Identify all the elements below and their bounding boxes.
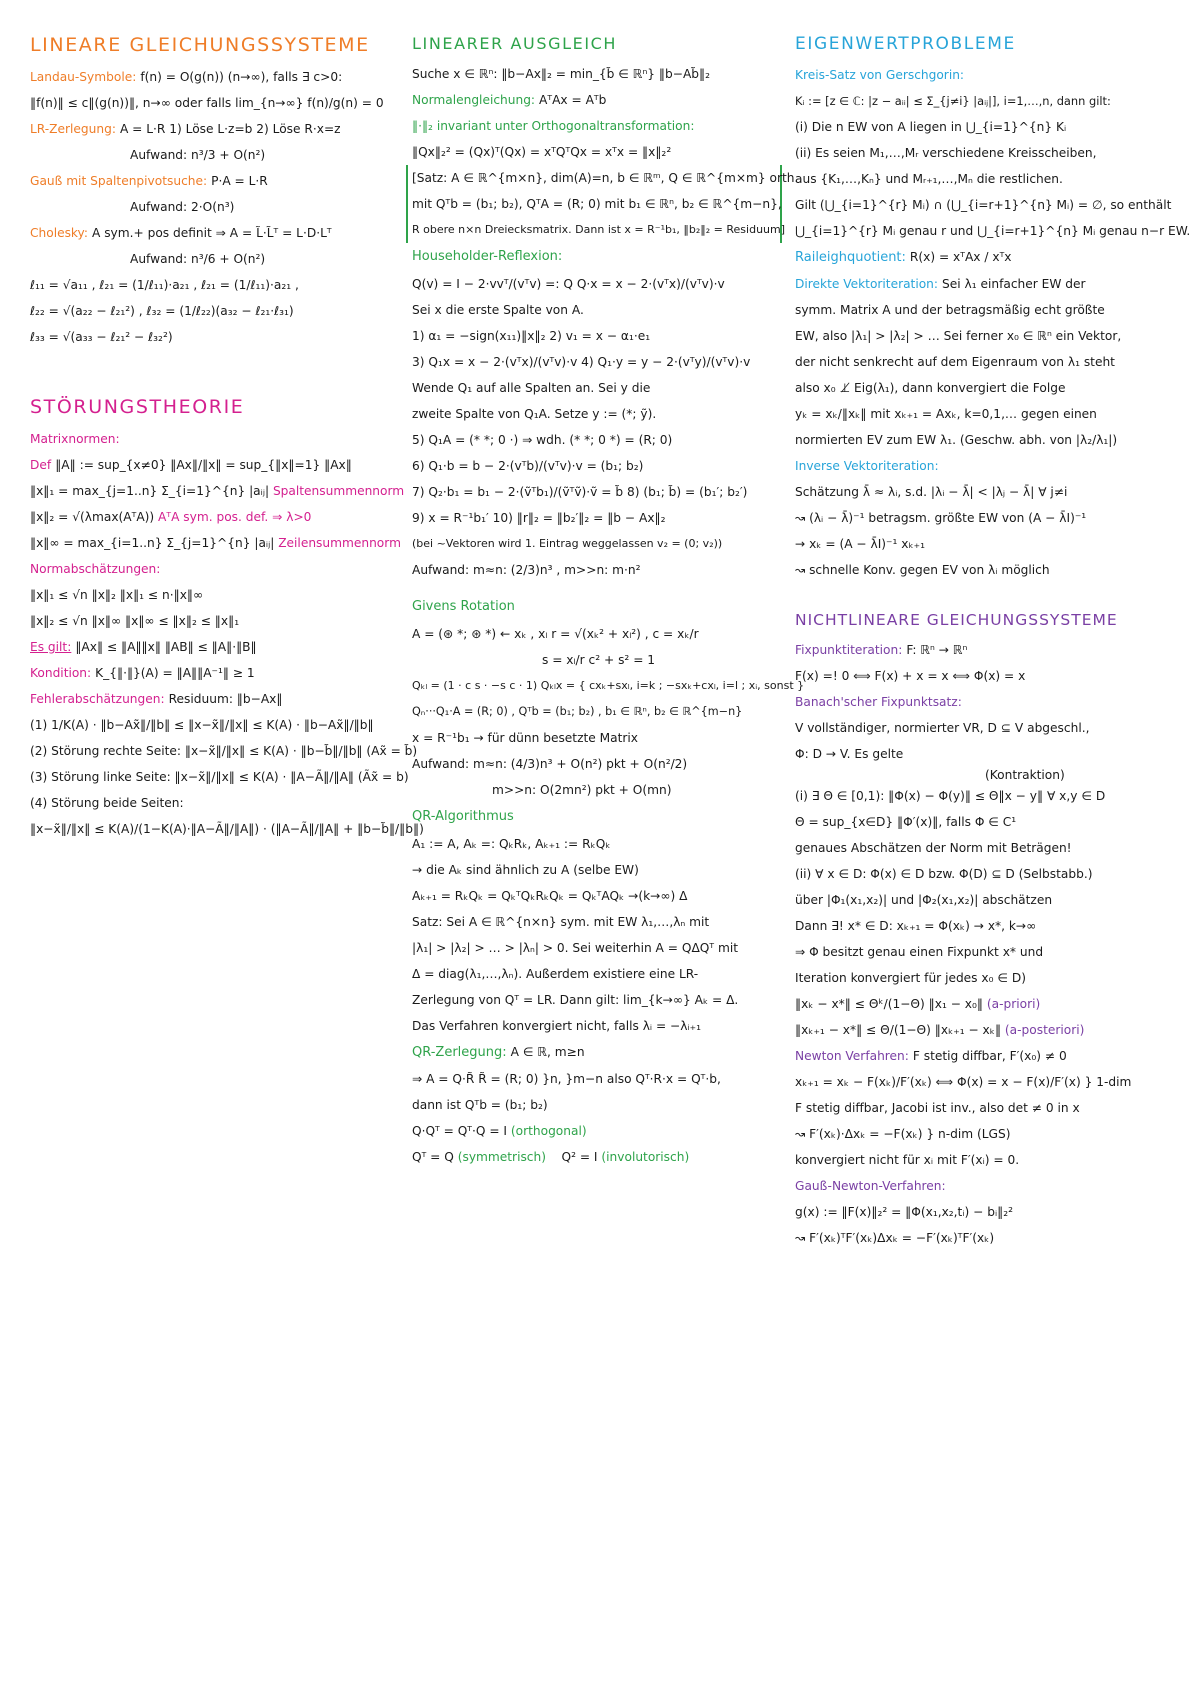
householder-line-11: (bei ~Vektoren wird 1. Eintrag weggelassen v₂ = (0; v₂)) bbox=[412, 537, 723, 550]
gauss-newton-line-1: g(x) := ‖F(x)‖₂² = ‖Φ(x₁,x₂,tᵢ) − bᵢ‖₂² bbox=[795, 1205, 1014, 1219]
normal-line bbox=[412, 87, 782, 113]
cholesky-text-1: A sym.+ pos definit ⇒ A = L̃·L̃ᵀ = L·D·Lᵀ bbox=[91, 226, 332, 240]
householder-line-5: Wende Q₁ auf alle Spalten an. Sei y die bbox=[412, 381, 651, 395]
lr-label: LR-Zerlegung: bbox=[30, 122, 116, 136]
esgilt-text: ‖Ax‖ ≤ ‖A‖‖x‖ ‖AB‖ ≤ ‖A‖·‖B‖ bbox=[75, 640, 257, 654]
normab-line-1: ‖x‖₁ ≤ √n ‖x‖₂ ‖x‖₁ ≤ n·‖x‖∞ bbox=[30, 588, 204, 602]
direkt-line-5: also x₀ ⊥̸ Eig(λ₁), dann konvergiert die Folge bbox=[795, 381, 1066, 395]
qrz-note-4: (orthogonal) bbox=[510, 1124, 587, 1138]
qr-line-4: Satz: Sei A ∈ ℝ^{n×n} sym. mit EW λ₁,…,λₙ mit bbox=[412, 915, 710, 929]
landau-line-1 bbox=[30, 64, 390, 90]
kreis-line-4: aus {K₁,…,Kₙ} und Mᵣ₊₁,…,Mₙ die restlichen. bbox=[795, 172, 1063, 186]
kondition-line bbox=[30, 660, 390, 686]
norminf-text: ‖x‖∞ = max_{i=1..n} Σ_{j=1}^{n} |aᵢⱼ| bbox=[30, 536, 275, 550]
inverse-line-3: → xₖ = (A − λ̄I)⁻¹ xₖ₊₁ bbox=[795, 537, 925, 551]
column-lineare-gleichungssysteme bbox=[30, 34, 424, 842]
newton-line-3: F stetig diffbar, Jacobi ist inv., also det ≠ 0 in x bbox=[795, 1101, 1080, 1115]
qr-line-1: A₁ := A, Aₖ =: QₖRₖ, Aₖ₊₁ := RₖQₖ bbox=[412, 837, 611, 851]
kreis-line-3: (ii) Es seien M₁,…,Mᵣ verschiedene Kreisscheiben, bbox=[795, 146, 1097, 160]
qr-line-8: Das Verfahren konvergiert nicht, falls λᵢ = −λᵢ₊₁ bbox=[412, 1019, 701, 1033]
householder-line-12: Aufwand: m≈n: (2/3)n³ , m>>n: m·n² bbox=[412, 563, 641, 577]
banach-label: Banach'scher Fixpunktsatz: bbox=[795, 695, 962, 709]
cholesky-line-3: ℓ₁₁ = √a₁₁ , ℓ₂₁ = (1/ℓ₁₁)·a₂₁ , ℓ₂₁ = (1/ℓ₁₁)·a₂₁ , bbox=[30, 278, 299, 292]
qr-line-7: Zerlegung von Qᵀ = LR. Dann gilt: lim_{k→∞} Aₖ = Δ. bbox=[412, 993, 739, 1007]
householder-line-1: Q(v) = I − 2·vvᵀ/(vᵀv) =: Q Q·x = x − 2·(vᵀx)/(vᵀv)·v bbox=[412, 277, 725, 291]
qrz-line-4 bbox=[412, 1118, 782, 1144]
banach-line-6: genaues Abschätzen der Norm mit Beträgen! bbox=[795, 841, 1072, 855]
qr-line-2: → die Aₖ sind ähnlich zu A (selbe EW) bbox=[412, 863, 639, 877]
qrz-note-5: (symmetrisch) bbox=[457, 1150, 546, 1164]
normal-text: AᵀAx = Aᵀb bbox=[539, 93, 607, 107]
givens-label: Givens Rotation bbox=[412, 599, 515, 614]
givens-line-7: m>>n: O(2mn²) pkt + O(mn) bbox=[492, 783, 672, 797]
fix-line-1 bbox=[795, 637, 1180, 663]
invariant-label: ‖·‖₂ invariant unter Orthogonaltransformation: bbox=[412, 119, 695, 133]
fix-text-1: F: ℝⁿ → ℝⁿ bbox=[906, 643, 968, 657]
fehler-line-3: (3) Störung linke Seite: ‖x−x̃‖/‖x‖ ≤ K(A) · ‖A−Ã‖/‖A‖ (Ãx̃ = b) bbox=[30, 770, 409, 784]
satz-line-1: [Satz: A ∈ ℝ^{m×n}, dim(A)=n, b ∈ ℝᵐ, Q ∈ ℝ^{m×m} orth. bbox=[412, 171, 799, 185]
section-title-eigenwert: EIGENWERTPROBLEME bbox=[795, 34, 1016, 54]
banach-line-4: (i) ∃ Θ ∈ [0,1): ‖Φ(x) − Φ(y)‖ ≤ Θ‖x − y‖ ∀ x,y ∈ D bbox=[795, 789, 1106, 803]
banach-line-8: über |Φ₁(x₁,x₂)| und |Φ₂(x₁,x₂)| abschätzen bbox=[795, 893, 1053, 907]
givens-line-4: Qₙ···Q₁·A = (R; 0) , Qᵀb = (b₁; b₂) , b₁ ∈ ℝⁿ, b₂ ∈ ℝ^{m−n} bbox=[412, 705, 743, 718]
kondition-text: K_{‖·‖}(A) = ‖A‖‖A⁻¹‖ ≥ 1 bbox=[95, 666, 255, 680]
cholesky-line-1 bbox=[30, 220, 390, 246]
column-eigenwertprobleme bbox=[795, 34, 1191, 1251]
esgilt-label: Es gilt: bbox=[30, 640, 72, 654]
cholesky-line-5: ℓ₃₃ = √(a₃₃ − ℓ₂₁² − ℓ₃₂²) bbox=[30, 330, 173, 344]
kreis-line-6: ⋃_{i=1}^{r} Mᵢ genau r und ⋃_{i=r+1}^{n} Mᵢ genau n−r EW. bbox=[795, 224, 1191, 238]
direkt-line-4: der nicht senkrecht auf dem Eigenraum von λ₁ steht bbox=[795, 355, 1115, 369]
landau-text-1: f(n) = O(g(n)) (n→∞), falls ∃ c>0: bbox=[140, 70, 343, 84]
def-line bbox=[30, 452, 390, 478]
qr-algorithmus-label: QR-Algorithmus bbox=[412, 809, 514, 824]
norm1-text: ‖x‖₁ = max_{j=1..n} Σ_{i=1}^{n} |aᵢⱼ| bbox=[30, 484, 270, 498]
norm1-line bbox=[30, 478, 405, 504]
newton-line-1 bbox=[795, 1043, 1180, 1069]
banach-line-3: (Kontraktion) bbox=[985, 768, 1065, 782]
satz-box bbox=[406, 165, 799, 243]
qrz-line-2: ⇒ A = Q·R̃ R̃ = (R; 0) }n, }m−n also Qᵀ·R·x = Qᵀ·b, bbox=[412, 1072, 721, 1086]
rayleigh-line bbox=[795, 244, 1180, 271]
direkt-line-1 bbox=[795, 271, 1180, 297]
lr-line-1 bbox=[30, 116, 390, 142]
banach-line-1: V vollständiger, normierter VR, D ⊆ V abgeschl., bbox=[795, 721, 1090, 735]
newton-label: Newton Verfahren: bbox=[795, 1049, 909, 1063]
a-priori-note: (a-priori) bbox=[986, 997, 1041, 1011]
def-label: Def bbox=[30, 458, 52, 472]
inverse-line-2: ↝ (λᵢ − λ̄)⁻¹ betragsm. größte EW von (A − λ̄I)⁻¹ bbox=[795, 511, 1087, 525]
rayleigh-text: R(x) = xᵀAx / xᵀx bbox=[909, 250, 1012, 264]
banach-line-11: Iteration konvergiert für jedes x₀ ∈ D) bbox=[795, 971, 1027, 985]
qrz-text-1: A ∈ ℝ, m≥n bbox=[510, 1045, 585, 1059]
newton-text-1: F stetig diffbar, F′(x₀) ≠ 0 bbox=[912, 1049, 1067, 1063]
banach-line-10: ⇒ Φ besitzt genau einen Fixpunkt x* und bbox=[795, 945, 1044, 959]
givens-line-6: Aufwand: m≈n: (4/3)n³ + O(n²) pkt + O(n²/2) bbox=[412, 757, 688, 771]
householder-line-10: 9) x = R⁻¹b₁′ 10) ‖r‖₂ = ‖b₂′‖₂ = ‖b − Ax‖₂ bbox=[412, 511, 666, 525]
fehler-line-1: (1) 1/K(A) · ‖b−Ax̃‖/‖b‖ ≤ ‖x−x̃‖/‖x‖ ≤ K(A) · ‖b−Ax̃‖/‖b‖ bbox=[30, 718, 374, 732]
qrz-line-5 bbox=[412, 1144, 782, 1170]
invariant-line: ‖Qx‖₂² = (Qx)ᵀ(Qx) = xᵀQᵀQx = xᵀx = ‖x‖₂² bbox=[412, 145, 672, 159]
gauss-text-1: P·A = L·R bbox=[211, 174, 268, 188]
direkt-label: Direkte Vektoriteration: bbox=[795, 277, 939, 291]
givens-line-3: Qₖₗ = (1 · c s · −s c · 1) Qₖₗx = { cxₖ+sxₗ, i=k ; −sxₖ+cxₗ, i=l ; xᵢ, sonst } bbox=[412, 679, 805, 692]
direkt-line-6: yₖ = xₖ/‖xₖ‖ mit xₖ₊₁ = Axₖ, k=0,1,… gegen einen bbox=[795, 407, 1097, 421]
normal-label: Normalengleichung: bbox=[412, 93, 536, 107]
qrz-note-6: (involutorisch) bbox=[601, 1150, 690, 1164]
matrixnormen-label: Matrixnormen: bbox=[30, 432, 120, 446]
qr-line-6: Δ = diag(λ₁,…,λₙ). Außerdem existiere eine LR- bbox=[412, 967, 699, 981]
normab-line-2: ‖x‖₂ ≤ √n ‖x‖∞ ‖x‖∞ ≤ ‖x‖₂ ≤ ‖x‖₁ bbox=[30, 614, 240, 628]
rayleigh-label: Raileighquotient: bbox=[795, 250, 906, 265]
banach-line-2: Φ: D → V. Es gelte bbox=[795, 747, 904, 761]
norminf-line bbox=[30, 530, 401, 556]
banach-line-9: Dann ∃! x* ∈ D: xₖ₊₁ = Φ(xₖ) → x*, k→∞ bbox=[795, 919, 1037, 933]
inverse-line-4: ↝ schnelle Konv. gegen EV von λᵢ möglich bbox=[795, 563, 1050, 577]
satz-line-2: mit Qᵀb = (b₁; b₂), QᵀA = (R; 0) mit b₁ ∈ ℝⁿ, b₂ ∈ ℝ^{m−n}, bbox=[412, 197, 782, 211]
newton-line-5: konvergiert nicht für xᵢ mit F′(xᵢ) = 0. bbox=[795, 1153, 1020, 1167]
normabschaetzungen-label: Normabschätzungen: bbox=[30, 562, 161, 576]
inverse-line-1: Schätzung λ̄ ≈ λᵢ, s.d. |λᵢ − λ̄| < |λⱼ − λ̄| ∀ j≠i bbox=[795, 485, 1068, 499]
householder-line-2: Sei x die erste Spalte von A. bbox=[412, 303, 584, 317]
cholesky-line-2: Aufwand: n³/6 + O(n²) bbox=[130, 252, 266, 266]
fehler-line-4a: (4) Störung beide Seiten: bbox=[30, 796, 184, 810]
banach-text-12: ‖xₖ − x*‖ ≤ Θᵏ/(1−Θ) ‖x₁ − x₀‖ bbox=[795, 997, 983, 1011]
banach-text-13: ‖xₖ₊₁ − x*‖ ≤ Θ/(1−Θ) ‖xₖ₊₁ − xₖ‖ bbox=[795, 1023, 1002, 1037]
kreis-label: Kreis-Satz von Gerschgorin: bbox=[795, 68, 965, 82]
direkt-line-7: normierten EV zum EW λ₁. (Geschw. abh. von |λ₂/λ₁|) bbox=[795, 433, 1118, 447]
fehler-line-2: (2) Störung rechte Seite: ‖x−x̃‖/‖x‖ ≤ K(A) · ‖b−b̃‖/‖b‖ (Ax̃ = b̃) bbox=[30, 744, 418, 758]
householder-line-4: 3) Q₁x = x − 2·(vᵀx)/(vᵀv)·v 4) Q₁·y = y − 2·(vᵀy)/(vᵀv)·v bbox=[412, 355, 751, 369]
norm2-note: AᵀA sym. pos. def. ⇒ λ>0 bbox=[158, 510, 312, 524]
direkt-line-2: symm. Matrix A und der betragsmäßig echt größte bbox=[795, 303, 1105, 317]
gauss-newton-line-2: ↝ F′(xₖ)ᵀF′(xₖ)Δxₖ = −F′(xₖ)ᵀF′(xₖ) bbox=[795, 1231, 995, 1245]
fixpunkt-label: Fixpunktiteration: bbox=[795, 643, 903, 657]
a-posteriori-note: (a-posteriori) bbox=[1004, 1023, 1085, 1037]
qr-line-3: Aₖ₊₁ = RₖQₖ = QₖᵀQₖRₖQₖ = QₖᵀAQₖ →(k→∞) Δ bbox=[412, 889, 688, 903]
givens-line-1: A = (⊛ *; ⊛ *) ← xₖ , xₗ r = √(xₖ² + xₗ²) , c = xₖ/r bbox=[412, 627, 699, 641]
section-title-lgs: LINEARE GLEICHUNGSSYSTEME bbox=[30, 34, 370, 56]
suche-line: Suche x ∈ ℝⁿ: ‖b−Ax‖₂ = min_{b̃ ∈ ℝⁿ} ‖b−Ab̃‖₂ bbox=[412, 67, 711, 81]
fehler-line-4b: ‖x−x̃‖/‖x‖ ≤ K(A)/(1−K(A)·‖A−Ã‖/‖A‖) · (‖A−Ã‖/‖A‖ + ‖b−b̃‖/‖b‖) bbox=[30, 822, 424, 836]
fehler-head-line bbox=[30, 686, 390, 712]
kreis-line-1: Kᵢ := [z ∈ ℂ: |z − aᵢᵢ| ≤ Σ_{j≠i} |aᵢⱼ|], i=1,…,n, dann gilt: bbox=[795, 94, 1111, 108]
direkt-text-1: Sei λ₁ einfacher EW der bbox=[942, 277, 1086, 291]
section-title-ausgleich: LINEARER AUSGLEICH bbox=[412, 34, 618, 53]
newton-line-2: xₖ₊₁ = xₖ − F(xₖ)/F′(xₖ) ⟺ Φ(x) = x − F(x)/F′(x) } 1-dim bbox=[795, 1075, 1132, 1089]
householder-line-8: 6) Q₁·b = b − 2·(vᵀb)/(vᵀv)·v = (b₁; b₂) bbox=[412, 459, 644, 473]
newton-line-4: ↝ F′(xₖ)·Δxₖ = −F(xₖ) } n-dim (LGS) bbox=[795, 1127, 1011, 1141]
qr-line-5: |λ₁| > |λ₂| > … > |λₙ| > 0. Sei weiterhin A = QΔQᵀ mit bbox=[412, 941, 738, 955]
householder-line-3: 1) α₁ = −sign(x₁₁)‖x‖₂ 2) v₁ = x − α₁·e₁ bbox=[412, 329, 651, 343]
fehler-label: Fehlerabschätzungen: bbox=[30, 692, 165, 706]
qrz-text-6: Q² = I bbox=[561, 1150, 598, 1164]
lr-text-1: A = L·R 1) Löse L·z=b 2) Löse R·x=z bbox=[119, 122, 341, 136]
qrz-line-3: dann ist Qᵀb = (b₁; b₂) bbox=[412, 1098, 548, 1112]
householder-label: Householder-Reflexion: bbox=[412, 249, 563, 264]
norm2-text: ‖x‖₂ = √(λmax(AᵀA)) bbox=[30, 510, 155, 524]
banach-line-12 bbox=[795, 991, 1180, 1017]
norm2-line bbox=[30, 504, 390, 530]
cholesky-line-4: ℓ₂₂ = √(a₂₂ − ℓ₂₁²) , ℓ₃₂ = (1/ℓ₂₂)(a₃₂ − ℓ₂₁·ℓ₃₁) bbox=[30, 304, 294, 318]
section-title-stoerungstheorie: STÖRUNGSTHEORIE bbox=[30, 396, 245, 418]
landau-label: Landau-Symbole: bbox=[30, 70, 137, 84]
direkt-line-3: EW, also |λ₁| > |λ₂| > … Sei ferner x₀ ∈ ℝⁿ ein Vektor, bbox=[795, 329, 1122, 343]
satz-line-3: R obere n×n Dreiecksmatrix. Dann ist x = R⁻¹b₁, ‖b₂‖₂ = Residuum] bbox=[412, 223, 786, 236]
banach-line-5: Θ = sup_{x∈D} ‖Φ′(x)‖, falls Φ ∈ C¹ bbox=[795, 815, 1017, 829]
banach-line-13 bbox=[795, 1017, 1180, 1043]
kreis-line-2: (i) Die n EW von A liegen in ⋃_{i=1}^{n} Kᵢ bbox=[795, 120, 1067, 134]
qrz-line-1 bbox=[412, 1039, 782, 1066]
norminf-note: Zeilensummennorm bbox=[278, 536, 401, 550]
qr-zerlegung-label: QR-Zerlegung: bbox=[412, 1045, 507, 1060]
givens-line-5: x = R⁻¹b₁ → für dünn besetzte Matrix bbox=[412, 731, 639, 745]
fehler-residuum: Residuum: ‖b−Ax‖ bbox=[168, 692, 283, 706]
column-linearer-ausgleich bbox=[412, 34, 805, 1170]
def-text: ‖A‖ := sup_{x≠0} ‖Ax‖/‖x‖ = sup_{‖x‖=1} ‖Ax‖ bbox=[55, 458, 352, 472]
householder-line-6: zweite Spalte von Q₁A. Setze y := (*; ỹ). bbox=[412, 407, 657, 421]
section-title-nichtlinear: NICHTLINEARE GLEICHUNGSSYSTEME bbox=[795, 611, 1118, 629]
givens-line-2: s = xₗ/r c² + s² = 1 bbox=[542, 653, 656, 667]
gauss-label: Gauß mit Spaltenpivotsuche: bbox=[30, 174, 208, 188]
cholesky-label: Cholesky: bbox=[30, 226, 88, 240]
norm1-note: Spaltensummennorm bbox=[272, 484, 405, 498]
landau-line-2: ‖f(n)‖ ≤ c‖(g(n))‖, n→∞ oder falls lim_{n→∞} f(n)/g(n) = 0 bbox=[30, 96, 384, 110]
fix-line-2: F(x) =! 0 ⟺ F(x) + x = x ⟺ Φ(x) = x bbox=[795, 669, 1026, 683]
qrz-text-5: Qᵀ = Q bbox=[412, 1150, 454, 1164]
qrz-text-4: Q·Qᵀ = Qᵀ·Q = I bbox=[412, 1124, 508, 1138]
kondition-label: Kondition: bbox=[30, 666, 92, 680]
householder-line-9: 7) Q₂·b₁ = b₁ − 2·(ṽᵀb₁)/(ṽᵀṽ)·ṽ = b̃ 8) (b₁; b̃) = (b₁′; b₂′) bbox=[412, 485, 748, 499]
lr-line-2: Aufwand: n³/3 + O(n²) bbox=[130, 148, 266, 162]
gauss-line-1 bbox=[30, 168, 390, 194]
gauss-line-2: Aufwand: 2·O(n³) bbox=[130, 200, 235, 214]
kreis-line-5: Gilt (⋃_{i=1}^{r} Mᵢ) ∩ (⋃_{i=r+1}^{n} Mᵢ) = ∅, so enthält bbox=[795, 198, 1172, 212]
gauss-newton-label: Gauß-Newton-Verfahren: bbox=[795, 1179, 946, 1193]
esgilt-line bbox=[30, 634, 390, 660]
inverse-label: Inverse Vektoriteration: bbox=[795, 459, 939, 473]
banach-line-7: (ii) ∀ x ∈ D: Φ(x) ∈ D bzw. Φ(D) ⊆ D (Selbstabb.) bbox=[795, 867, 1093, 881]
householder-line-7: 5) Q₁A = (* *; 0 ·) ⇒ wdh. (* *; 0 *) = (R; 0) bbox=[412, 433, 673, 447]
